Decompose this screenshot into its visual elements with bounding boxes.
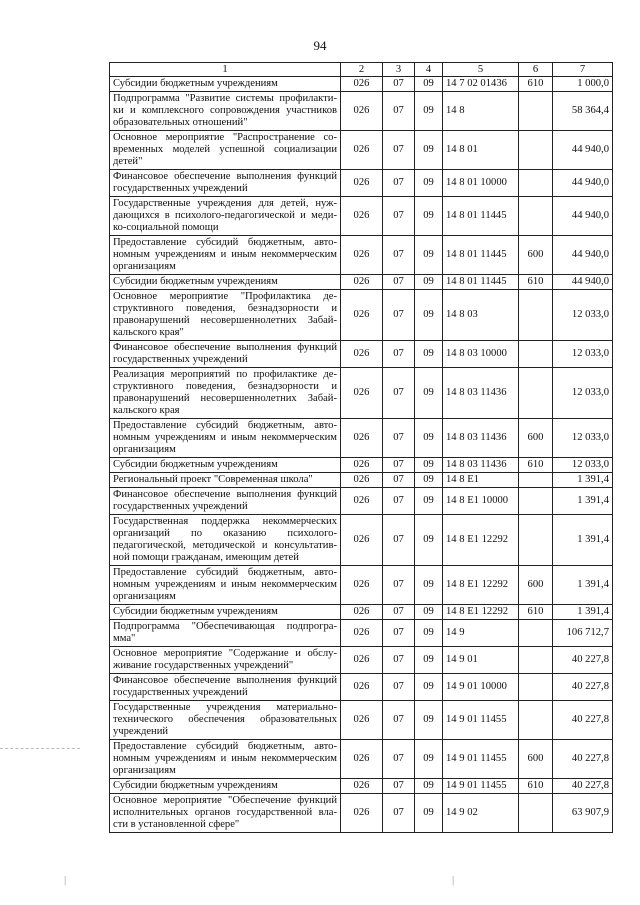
cell-section-code: 07 bbox=[383, 647, 415, 674]
column-header-expense-type: 6 bbox=[519, 63, 553, 77]
cell-target-article: 14 8 03 10000 bbox=[443, 341, 519, 368]
cell-section-code: 07 bbox=[383, 488, 415, 515]
scan-speck: | bbox=[452, 874, 455, 886]
table-row bbox=[110, 275, 613, 290]
cell-ministry-code: 026 bbox=[341, 740, 383, 779]
cell-name: Предоставление субсидий бюджетным, авто-номным учреждениям и иным некоммерческим организациям bbox=[110, 566, 341, 605]
cell-amount: 12 033,0 bbox=[553, 368, 613, 419]
cell-name: Основное мероприятие "Профилактика де-структивного поведения, безнадзорности и правонарушений несовершеннолетних Забай-кальского края" bbox=[110, 290, 341, 341]
cell-name: Подпрограмма "Развитие системы профилакти-ки и комплексного сопровождения участников образовательных отношений" bbox=[110, 92, 341, 131]
cell-ministry-code: 026 bbox=[341, 794, 383, 833]
table-row bbox=[110, 92, 613, 131]
cell-expense-type: 610 bbox=[519, 605, 553, 620]
cell-subsection-code: 09 bbox=[415, 197, 443, 236]
cell-amount: 44 940,0 bbox=[553, 170, 613, 197]
cell-name: Основное мероприятие "Содержание и обслу-живание государственных учреждений" bbox=[110, 647, 341, 674]
cell-amount: 1 000,0 bbox=[553, 77, 613, 92]
cell-ministry-code: 026 bbox=[341, 488, 383, 515]
cell-target-article: 14 9 02 bbox=[443, 794, 519, 833]
cell-section-code: 07 bbox=[383, 620, 415, 647]
margin-scan-line bbox=[0, 748, 80, 749]
table-row bbox=[110, 419, 613, 458]
cell-name: Региональный проект "Современная школа" bbox=[110, 473, 341, 488]
cell-target-article: 14 9 01 11455 bbox=[443, 779, 519, 794]
cell-name: Основное мероприятие "Обеспечение функций исполнительных органов государственной вла-сти в установленной сфере" bbox=[110, 794, 341, 833]
cell-subsection-code: 09 bbox=[415, 368, 443, 419]
cell-ministry-code: 026 bbox=[341, 566, 383, 605]
cell-ministry-code: 026 bbox=[341, 419, 383, 458]
cell-expense-type bbox=[519, 473, 553, 488]
cell-section-code: 07 bbox=[383, 419, 415, 458]
cell-subsection-code: 09 bbox=[415, 92, 443, 131]
table-row bbox=[110, 674, 613, 701]
column-header-ministry: 2 bbox=[341, 63, 383, 77]
cell-section-code: 07 bbox=[383, 77, 415, 92]
page-number: 94 bbox=[313, 38, 327, 53]
cell-target-article: 14 8 bbox=[443, 92, 519, 131]
cell-amount: 40 227,8 bbox=[553, 740, 613, 779]
column-header-target-article: 5 bbox=[443, 63, 519, 77]
table-row bbox=[110, 515, 613, 566]
scan-speck: | bbox=[64, 874, 67, 886]
cell-section-code: 07 bbox=[383, 170, 415, 197]
cell-section-code: 07 bbox=[383, 290, 415, 341]
cell-ministry-code: 026 bbox=[341, 368, 383, 419]
cell-ministry-code: 026 bbox=[341, 197, 383, 236]
table-row bbox=[110, 290, 613, 341]
budget-table bbox=[109, 62, 613, 833]
cell-expense-type bbox=[519, 620, 553, 647]
cell-amount: 1 391,4 bbox=[553, 473, 613, 488]
cell-ministry-code: 026 bbox=[341, 779, 383, 794]
cell-amount: 1 391,4 bbox=[553, 488, 613, 515]
cell-section-code: 07 bbox=[383, 197, 415, 236]
cell-expense-type bbox=[519, 488, 553, 515]
cell-subsection-code: 09 bbox=[415, 620, 443, 647]
cell-subsection-code: 09 bbox=[415, 566, 443, 605]
table-row bbox=[110, 779, 613, 794]
table-row bbox=[110, 740, 613, 779]
table-row bbox=[110, 236, 613, 275]
cell-name: Субсидии бюджетным учреждениям bbox=[110, 275, 341, 290]
cell-name: Финансовое обеспечение выполнения функций государственных учреждений bbox=[110, 674, 341, 701]
cell-subsection-code: 09 bbox=[415, 605, 443, 620]
cell-expense-type: 600 bbox=[519, 740, 553, 779]
cell-name: Финансовое обеспечение выполнения функций государственных учреждений bbox=[110, 488, 341, 515]
cell-target-article: 14 9 01 11455 bbox=[443, 701, 519, 740]
cell-expense-type: 610 bbox=[519, 77, 553, 92]
cell-section-code: 07 bbox=[383, 605, 415, 620]
cell-section-code: 07 bbox=[383, 701, 415, 740]
table-row bbox=[110, 170, 613, 197]
cell-target-article: 14 8 03 bbox=[443, 290, 519, 341]
cell-target-article: 14 8 03 11436 bbox=[443, 419, 519, 458]
cell-name: Государственная поддержка некоммерческих организаций по оказанию психолого-педагогической, методической и консультатив-ной помощи гражданам, имеющим детей bbox=[110, 515, 341, 566]
cell-name: Субсидии бюджетным учреждениям bbox=[110, 458, 341, 473]
cell-section-code: 07 bbox=[383, 473, 415, 488]
cell-subsection-code: 09 bbox=[415, 794, 443, 833]
cell-subsection-code: 09 bbox=[415, 170, 443, 197]
cell-subsection-code: 09 bbox=[415, 674, 443, 701]
table-row bbox=[110, 77, 613, 92]
column-header-subsection: 4 bbox=[415, 63, 443, 77]
cell-ministry-code: 026 bbox=[341, 275, 383, 290]
cell-target-article: 14 8 01 10000 bbox=[443, 170, 519, 197]
cell-expense-type: 600 bbox=[519, 419, 553, 458]
cell-section-code: 07 bbox=[383, 515, 415, 566]
cell-subsection-code: 09 bbox=[415, 779, 443, 794]
cell-section-code: 07 bbox=[383, 92, 415, 131]
cell-amount: 1 391,4 bbox=[553, 515, 613, 566]
cell-subsection-code: 09 bbox=[415, 488, 443, 515]
cell-section-code: 07 bbox=[383, 740, 415, 779]
cell-name: Субсидии бюджетным учреждениям bbox=[110, 605, 341, 620]
cell-ministry-code: 026 bbox=[341, 605, 383, 620]
cell-section-code: 07 bbox=[383, 779, 415, 794]
cell-section-code: 07 bbox=[383, 566, 415, 605]
table-row bbox=[110, 197, 613, 236]
cell-subsection-code: 09 bbox=[415, 419, 443, 458]
cell-ministry-code: 026 bbox=[341, 92, 383, 131]
cell-expense-type bbox=[519, 701, 553, 740]
cell-subsection-code: 09 bbox=[415, 647, 443, 674]
cell-ministry-code: 026 bbox=[341, 131, 383, 170]
column-header-amount: 7 bbox=[553, 63, 613, 77]
cell-expense-type bbox=[519, 674, 553, 701]
cell-expense-type bbox=[519, 647, 553, 674]
cell-target-article: 14 8 01 bbox=[443, 131, 519, 170]
cell-name: Основное мероприятие "Распространение со-временных моделей успешной социализации детей" bbox=[110, 131, 341, 170]
cell-expense-type: 610 bbox=[519, 458, 553, 473]
cell-name: Предоставление субсидий бюджетным, авто-номным учреждениям и иным некоммерческим организациям bbox=[110, 236, 341, 275]
cell-amount: 40 227,8 bbox=[553, 674, 613, 701]
cell-section-code: 07 bbox=[383, 794, 415, 833]
cell-target-article: 14 8 03 11436 bbox=[443, 368, 519, 419]
cell-target-article: 14 8 E1 12292 bbox=[443, 566, 519, 605]
cell-amount: 40 227,8 bbox=[553, 701, 613, 740]
table-row bbox=[110, 620, 613, 647]
cell-amount: 58 364,4 bbox=[553, 92, 613, 131]
cell-target-article: 14 9 01 bbox=[443, 647, 519, 674]
cell-subsection-code: 09 bbox=[415, 131, 443, 170]
cell-expense-type bbox=[519, 197, 553, 236]
cell-expense-type: 600 bbox=[519, 236, 553, 275]
table-row bbox=[110, 473, 613, 488]
cell-ministry-code: 026 bbox=[341, 290, 383, 341]
column-header-section: 3 bbox=[383, 63, 415, 77]
cell-target-article: 14 8 E1 12292 bbox=[443, 605, 519, 620]
cell-name: Государственные учреждения материально-технического обеспечения образовательных учреждений bbox=[110, 701, 341, 740]
cell-amount: 40 227,8 bbox=[553, 779, 613, 794]
cell-expense-type bbox=[519, 794, 553, 833]
cell-section-code: 07 bbox=[383, 236, 415, 275]
cell-name: Предоставление субсидий бюджетным, авто-номным учреждениям и иным некоммерческим организациям bbox=[110, 740, 341, 779]
cell-section-code: 07 bbox=[383, 368, 415, 419]
cell-target-article: 14 8 E1 12292 bbox=[443, 515, 519, 566]
cell-amount: 63 907,9 bbox=[553, 794, 613, 833]
table-row bbox=[110, 794, 613, 833]
cell-expense-type bbox=[519, 92, 553, 131]
cell-ministry-code: 026 bbox=[341, 473, 383, 488]
cell-expense-type bbox=[519, 515, 553, 566]
cell-ministry-code: 026 bbox=[341, 236, 383, 275]
cell-section-code: 07 bbox=[383, 341, 415, 368]
table-row bbox=[110, 605, 613, 620]
cell-name: Субсидии бюджетным учреждениям bbox=[110, 77, 341, 92]
column-header-name: 1 bbox=[110, 63, 341, 77]
cell-target-article: 14 9 01 11455 bbox=[443, 740, 519, 779]
table-row bbox=[110, 458, 613, 473]
cell-ministry-code: 026 bbox=[341, 647, 383, 674]
cell-ministry-code: 026 bbox=[341, 620, 383, 647]
cell-amount: 106 712,7 bbox=[553, 620, 613, 647]
cell-subsection-code: 09 bbox=[415, 275, 443, 290]
cell-name: Предоставление субсидий бюджетным, авто-номным учреждениям и иным некоммерческим организациям bbox=[110, 419, 341, 458]
cell-section-code: 07 bbox=[383, 674, 415, 701]
cell-target-article: 14 8 01 11445 bbox=[443, 197, 519, 236]
cell-target-article: 14 8 E1 10000 bbox=[443, 488, 519, 515]
cell-target-article: 14 7 02 01436 bbox=[443, 77, 519, 92]
cell-target-article: 14 8 03 11436 bbox=[443, 458, 519, 473]
cell-target-article: 14 9 01 10000 bbox=[443, 674, 519, 701]
table-row bbox=[110, 368, 613, 419]
cell-expense-type bbox=[519, 290, 553, 341]
cell-amount: 12 033,0 bbox=[553, 290, 613, 341]
cell-amount: 12 033,0 bbox=[553, 458, 613, 473]
cell-subsection-code: 09 bbox=[415, 77, 443, 92]
table-row bbox=[110, 647, 613, 674]
cell-name: Государственные учреждения для детей, нуж-дающихся в психолого-педагогической и меди-ко-социальной помощи bbox=[110, 197, 341, 236]
cell-subsection-code: 09 bbox=[415, 515, 443, 566]
cell-amount: 1 391,4 bbox=[553, 566, 613, 605]
cell-name: Подпрограмма "Обеспечивающая подпрогра-мма" bbox=[110, 620, 341, 647]
table-row bbox=[110, 131, 613, 170]
cell-name: Субсидии бюджетным учреждениям bbox=[110, 779, 341, 794]
cell-subsection-code: 09 bbox=[415, 701, 443, 740]
cell-amount: 44 940,0 bbox=[553, 275, 613, 290]
cell-expense-type bbox=[519, 131, 553, 170]
cell-target-article: 14 8 01 11445 bbox=[443, 275, 519, 290]
cell-amount: 12 033,0 bbox=[553, 341, 613, 368]
table-row bbox=[110, 701, 613, 740]
cell-amount: 40 227,8 bbox=[553, 647, 613, 674]
cell-name: Финансовое обеспечение выполнения функций государственных учреждений bbox=[110, 341, 341, 368]
cell-ministry-code: 026 bbox=[341, 701, 383, 740]
cell-target-article: 14 8 E1 bbox=[443, 473, 519, 488]
table-row bbox=[110, 341, 613, 368]
cell-section-code: 07 bbox=[383, 458, 415, 473]
cell-amount: 44 940,0 bbox=[553, 236, 613, 275]
cell-amount: 1 391,4 bbox=[553, 605, 613, 620]
cell-ministry-code: 026 bbox=[341, 341, 383, 368]
cell-ministry-code: 026 bbox=[341, 170, 383, 197]
cell-expense-type: 600 bbox=[519, 566, 553, 605]
cell-name: Финансовое обеспечение выполнения функций государственных учреждений bbox=[110, 170, 341, 197]
table-header-row bbox=[110, 63, 613, 77]
cell-ministry-code: 026 bbox=[341, 674, 383, 701]
cell-subsection-code: 09 bbox=[415, 341, 443, 368]
cell-subsection-code: 09 bbox=[415, 473, 443, 488]
cell-expense-type: 610 bbox=[519, 275, 553, 290]
cell-ministry-code: 026 bbox=[341, 458, 383, 473]
cell-expense-type bbox=[519, 170, 553, 197]
cell-subsection-code: 09 bbox=[415, 236, 443, 275]
cell-target-article: 14 9 bbox=[443, 620, 519, 647]
cell-expense-type bbox=[519, 368, 553, 419]
cell-target-article: 14 8 01 11445 bbox=[443, 236, 519, 275]
cell-section-code: 07 bbox=[383, 275, 415, 290]
cell-section-code: 07 bbox=[383, 131, 415, 170]
cell-subsection-code: 09 bbox=[415, 290, 443, 341]
cell-amount: 44 940,0 bbox=[553, 131, 613, 170]
table-row bbox=[110, 488, 613, 515]
cell-expense-type: 610 bbox=[519, 779, 553, 794]
cell-name: Реализация мероприятий по профилактике де-структивного поведения, безнадзорности и правонарушений несовершеннолетних Забай-кальского края bbox=[110, 368, 341, 419]
cell-amount: 12 033,0 bbox=[553, 419, 613, 458]
cell-ministry-code: 026 bbox=[341, 515, 383, 566]
cell-expense-type bbox=[519, 341, 553, 368]
cell-amount: 44 940,0 bbox=[553, 197, 613, 236]
cell-subsection-code: 09 bbox=[415, 458, 443, 473]
cell-ministry-code: 026 bbox=[341, 77, 383, 92]
cell-subsection-code: 09 bbox=[415, 740, 443, 779]
table-row bbox=[110, 566, 613, 605]
